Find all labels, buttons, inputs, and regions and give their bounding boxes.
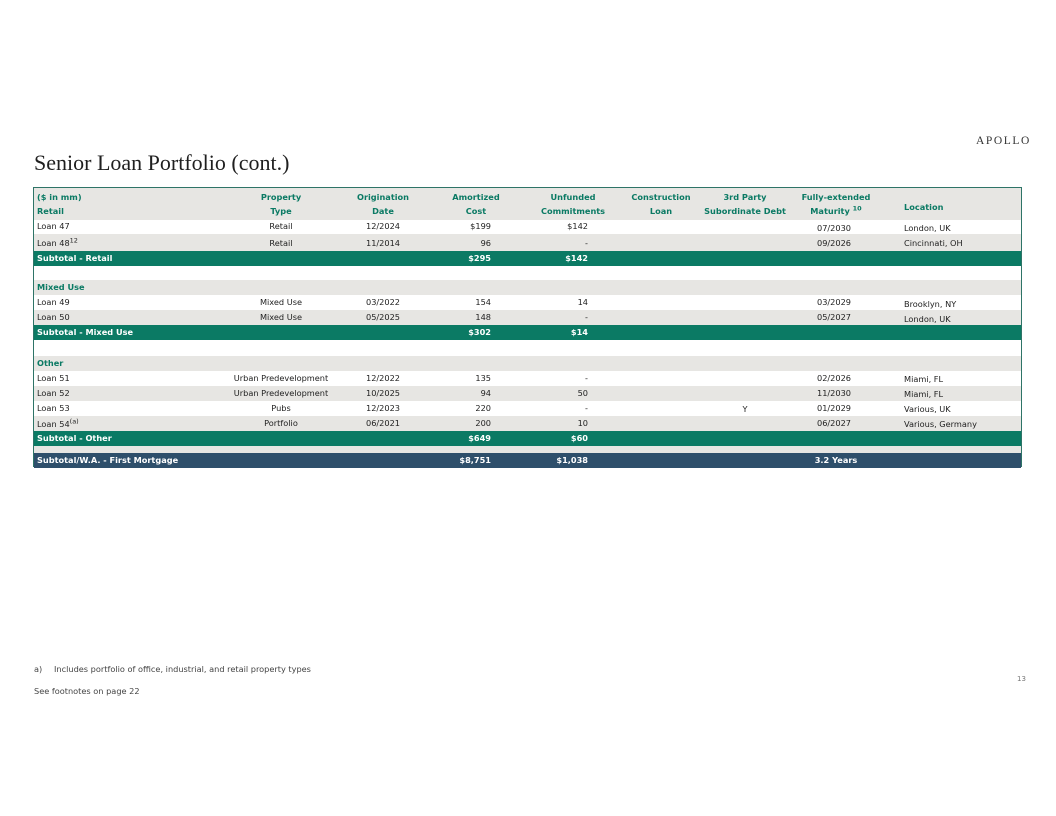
header-maturity-label: Maturity xyxy=(810,206,850,216)
table-row xyxy=(34,219,1021,234)
header-amortized: Amortized xyxy=(452,192,500,202)
grand-total-maturity: 3.2 Years xyxy=(814,455,858,465)
property-type: Pubs xyxy=(271,403,291,413)
header-location: Location xyxy=(904,202,944,212)
origination-date: 12/2024 xyxy=(365,221,401,231)
location: Brooklyn, NY xyxy=(904,299,957,309)
header-3rd-party: 3rd Party xyxy=(723,192,767,202)
location: Miami, FL xyxy=(904,374,944,384)
header-maturity xyxy=(810,206,861,216)
subtotal-label: Subtotal - Retail xyxy=(37,253,113,263)
header-commitments: Commitments xyxy=(540,206,606,216)
maturity: 11/2030 xyxy=(816,388,851,398)
loan-name-text: Loan 54 xyxy=(37,419,70,429)
unfunded-commitments: 14 xyxy=(577,297,588,307)
header-loan: Loan xyxy=(649,206,673,216)
table-row xyxy=(34,234,1021,251)
subtotal-unfunded: $14 xyxy=(570,327,588,337)
unfunded-commitments: $142 xyxy=(567,221,588,231)
loan-name: Loan 47 xyxy=(37,221,70,231)
section-label: Mixed Use xyxy=(37,282,85,292)
section-mixed-use xyxy=(34,280,1021,295)
location: Cincinnati, OH xyxy=(904,238,963,248)
origination-date: 03/2022 xyxy=(365,297,401,307)
spacer-row xyxy=(34,446,1021,453)
header-unfunded: Unfunded xyxy=(550,192,596,202)
section-label: Other xyxy=(37,358,64,368)
subtotal-unfunded: $60 xyxy=(570,433,588,443)
table-row xyxy=(34,416,1021,431)
subtotal-label: Subtotal - Other xyxy=(37,433,112,443)
table-header xyxy=(34,188,1021,220)
origination-date: 11/2014 xyxy=(365,238,401,248)
amortized-cost: 154 xyxy=(475,297,491,307)
location: London, UK xyxy=(904,314,951,324)
unfunded-commitments: 50 xyxy=(577,388,588,398)
maturity: 01/2029 xyxy=(816,403,851,413)
see-footnotes: See footnotes on page 22 xyxy=(34,686,140,696)
subtotal-row-retail xyxy=(34,251,1021,266)
location: London, UK xyxy=(904,223,951,233)
subtotal-unfunded: $142 xyxy=(565,253,588,263)
footnote-a xyxy=(34,664,311,674)
header-construction: Construction xyxy=(631,192,691,202)
header-date: Date xyxy=(372,206,394,216)
header-maturity-footnote: 10 xyxy=(852,204,862,213)
maturity: 03/2029 xyxy=(816,297,851,307)
location: Various, Germany xyxy=(904,419,977,429)
loan-name: Loan 52 xyxy=(37,388,70,398)
amortized-cost: 148 xyxy=(475,312,491,322)
location: Miami, FL xyxy=(904,389,944,399)
amortized-cost: 96 xyxy=(480,238,491,248)
loan-name xyxy=(37,417,79,432)
header-type: Type xyxy=(270,206,292,216)
amortized-cost: 94 xyxy=(480,388,491,398)
subtotal-row-mixed-use xyxy=(34,325,1021,340)
header-cost: Cost xyxy=(465,206,487,216)
amortized-cost: $199 xyxy=(470,221,491,231)
loan-name: Loan 53 xyxy=(37,403,70,413)
unfunded-commitments: - xyxy=(585,403,588,413)
subtotal-cost: $295 xyxy=(468,253,491,263)
header-fully-extended: Fully-extended xyxy=(801,192,871,202)
property-type: Retail xyxy=(269,238,293,248)
loan-name: Loan 51 xyxy=(37,373,70,383)
grand-total-row xyxy=(34,453,1021,468)
loan-portfolio-table xyxy=(33,187,1022,467)
unfunded-commitments: 10 xyxy=(577,418,588,428)
amortized-cost: 200 xyxy=(475,418,491,428)
origination-date: 12/2022 xyxy=(365,373,401,383)
table-row xyxy=(34,371,1021,386)
maturity: 07/2030 xyxy=(816,223,851,233)
property-type: Retail xyxy=(269,221,293,231)
footnote-text: Includes portfolio of office, industrial, and retail property types xyxy=(54,664,311,674)
location: Various, UK xyxy=(904,404,951,414)
loan-footnote: (a) xyxy=(69,417,79,426)
loan-name xyxy=(37,235,78,252)
loan-name: Loan 49 xyxy=(37,297,70,307)
section-other xyxy=(34,356,1021,371)
amortized-cost: 220 xyxy=(475,403,491,413)
header-subordinate-debt: Subordinate Debt xyxy=(704,206,786,216)
table-row xyxy=(34,295,1021,310)
loan-footnote: 12 xyxy=(69,236,78,245)
origination-date: 06/2021 xyxy=(365,418,401,428)
unfunded-commitments: - xyxy=(585,238,588,248)
amortized-cost: 135 xyxy=(475,373,491,383)
origination-date: 12/2023 xyxy=(365,403,401,413)
maturity: 02/2026 xyxy=(816,373,851,383)
loan-name-text: Loan 48 xyxy=(37,238,70,248)
property-type: Mixed Use xyxy=(259,297,303,307)
grand-total-label: Subtotal/W.A. - First Mortgage xyxy=(37,455,179,465)
apollo-logo: APOLLO xyxy=(976,135,1031,147)
subtotal-cost: $649 xyxy=(468,433,491,443)
subtotal-cost: $302 xyxy=(468,327,491,337)
subtotal-label: Subtotal - Mixed Use xyxy=(37,327,134,337)
origination-date: 10/2025 xyxy=(365,388,401,398)
property-type: Portfolio xyxy=(264,418,298,428)
subtotal-row-other xyxy=(34,431,1021,446)
property-type: Mixed Use xyxy=(259,312,303,322)
property-type: Urban Predevelopment xyxy=(233,373,329,383)
page-number: 13 xyxy=(1017,675,1026,683)
maturity: 06/2027 xyxy=(816,418,851,428)
maturity: 09/2026 xyxy=(816,238,851,248)
unfunded-commitments: - xyxy=(585,373,588,383)
header-origination: Origination xyxy=(357,192,409,202)
table-row xyxy=(34,386,1021,401)
header-units: ($ in mm) xyxy=(37,192,82,202)
header-property: Property xyxy=(260,192,302,202)
grand-total-cost: $8,751 xyxy=(459,455,491,465)
table-row xyxy=(34,310,1021,325)
property-type: Urban Predevelopment xyxy=(233,388,329,398)
footnote-mark: a) xyxy=(34,664,43,674)
subordinate-debt: Y xyxy=(742,404,748,414)
unfunded-commitments: - xyxy=(585,312,588,322)
header-category: Retail xyxy=(37,206,64,216)
origination-date: 05/2025 xyxy=(365,312,401,322)
table-row xyxy=(34,401,1021,416)
grand-total-unfunded: $1,038 xyxy=(556,455,588,465)
loan-name: Loan 50 xyxy=(37,312,70,322)
page-title: Senior Loan Portfolio (cont.) xyxy=(34,150,290,175)
maturity: 05/2027 xyxy=(816,312,851,322)
